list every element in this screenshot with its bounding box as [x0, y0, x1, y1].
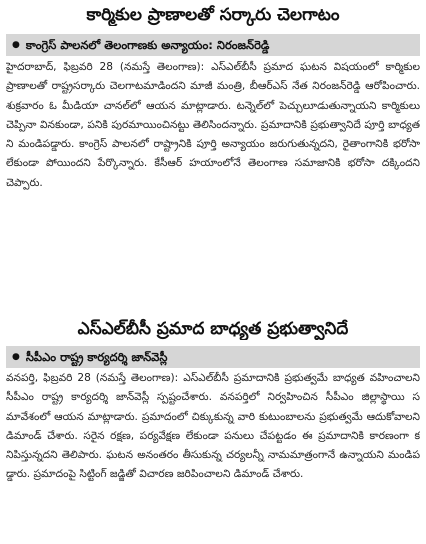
story1-subhead-text: కాంగ్రెస్ పాలనలో తెలంగాణకు అన్యాయం: నిరంజన్‌రెడ్డి: [25, 38, 270, 52]
story2-subhead: [6, 346, 420, 368]
story1-headline: కార్మికుల ప్రాణాలతో సర్కారు చెలగాటం: [86, 5, 340, 25]
story2-headline: ఎస్ఎల్‌బీసీ ప్రమాద బాధ్యత ప్రభుత్వానిదే: [77, 319, 349, 339]
story2-body: వనపర్తి, ఫిబ్రవరి 28 (నమస్తే తెలంగాణ): ఎస్ఎల్‌బీసీ ప్రమాదానికి ప్రభుత్వమే బాధ్యత వహించాలని సీపీఎం రాష్ట్ర కార్యదర్శి జాన్‌వెస్లీ స్పష్టంచేశారు. వనపర్తిలో నిర్వహించిన సీపీఎం జిల్లాస్థాయి సమావేశంలో ఆయన మాట్లాడారు. ప్రమాదంలో చిక్కుకున్న వారి కుటుంబాలను ప్రభుత్వమే ఆదుకోవాలని డిమాండ్ చేశారు. సరైన రక్షణ, పర్యవేక్షణ లేకుండా పనులు చేపట్టడం ఈ ప్రమాదానికి కారణంగా కనిపిస్తున్నదని తెలిపారు. ఘటన అనంతరం తీసుకున్న చర్యలన్నీ నామమాత్రంగానే ఉన్నాయని మండిపడ్డారు. ప్రమాదంపై సిట్టింగ్ జడ్జితో విచారణ జరిపించాలని డిమాండ్ చేశారు.: [6, 372, 420, 481]
bullet-icon: ●: [12, 40, 20, 50]
bullet-icon: ●: [12, 352, 20, 362]
story2-subhead-text: సీపీఎం రాష్ట్ర కార్యదర్శి జాన్‌వెస్లీ: [25, 350, 168, 364]
story1-subhead: [6, 34, 420, 56]
story1-body: హైదరాబాద్, ఫిబ్రవరి 28 (నమస్తే తెలంగాణ): ఎస్ఎల్‌బీసీ ప్రమాద ఘటన విషయంలో కార్మికుల ప్రాణాలతో రాష్ట్రసర్కారు చెలగాటమాడిందని మాజీ మంత్రి, బీఆర్ఎస్ నేత నిరంజన్‌రెడ్డి ఆరోపించారు. శుక్రవారం ఓ మీడియా చానల్‌లో ఆయన మాట్లాడారు. టన్నెల్‌లో పెచ్చులూడుతున్నాయని కార్మికులు చెప్పినా వినకుండా, పనికి పురమాయించినట్టు తెలిసిందన్నారు. ప్రమాదానికి ప్రభుత్వానిదే పూర్తి బాధ్యతని మండిపడ్డారు. కాంగ్రెస్ పాలనలో రాష్ట్రానికి పూర్తి అన్యాయం జరుగుతున్నదని, రైతాంగానికి భరోసా లేకుండా పోయిందని పేర్కొన్నారు. కేసీఆర్ హయాంలోనే తెలంగాణ సమాజానికి భరోసా దక్కిందని చెప్పారు.: [6, 61, 420, 189]
